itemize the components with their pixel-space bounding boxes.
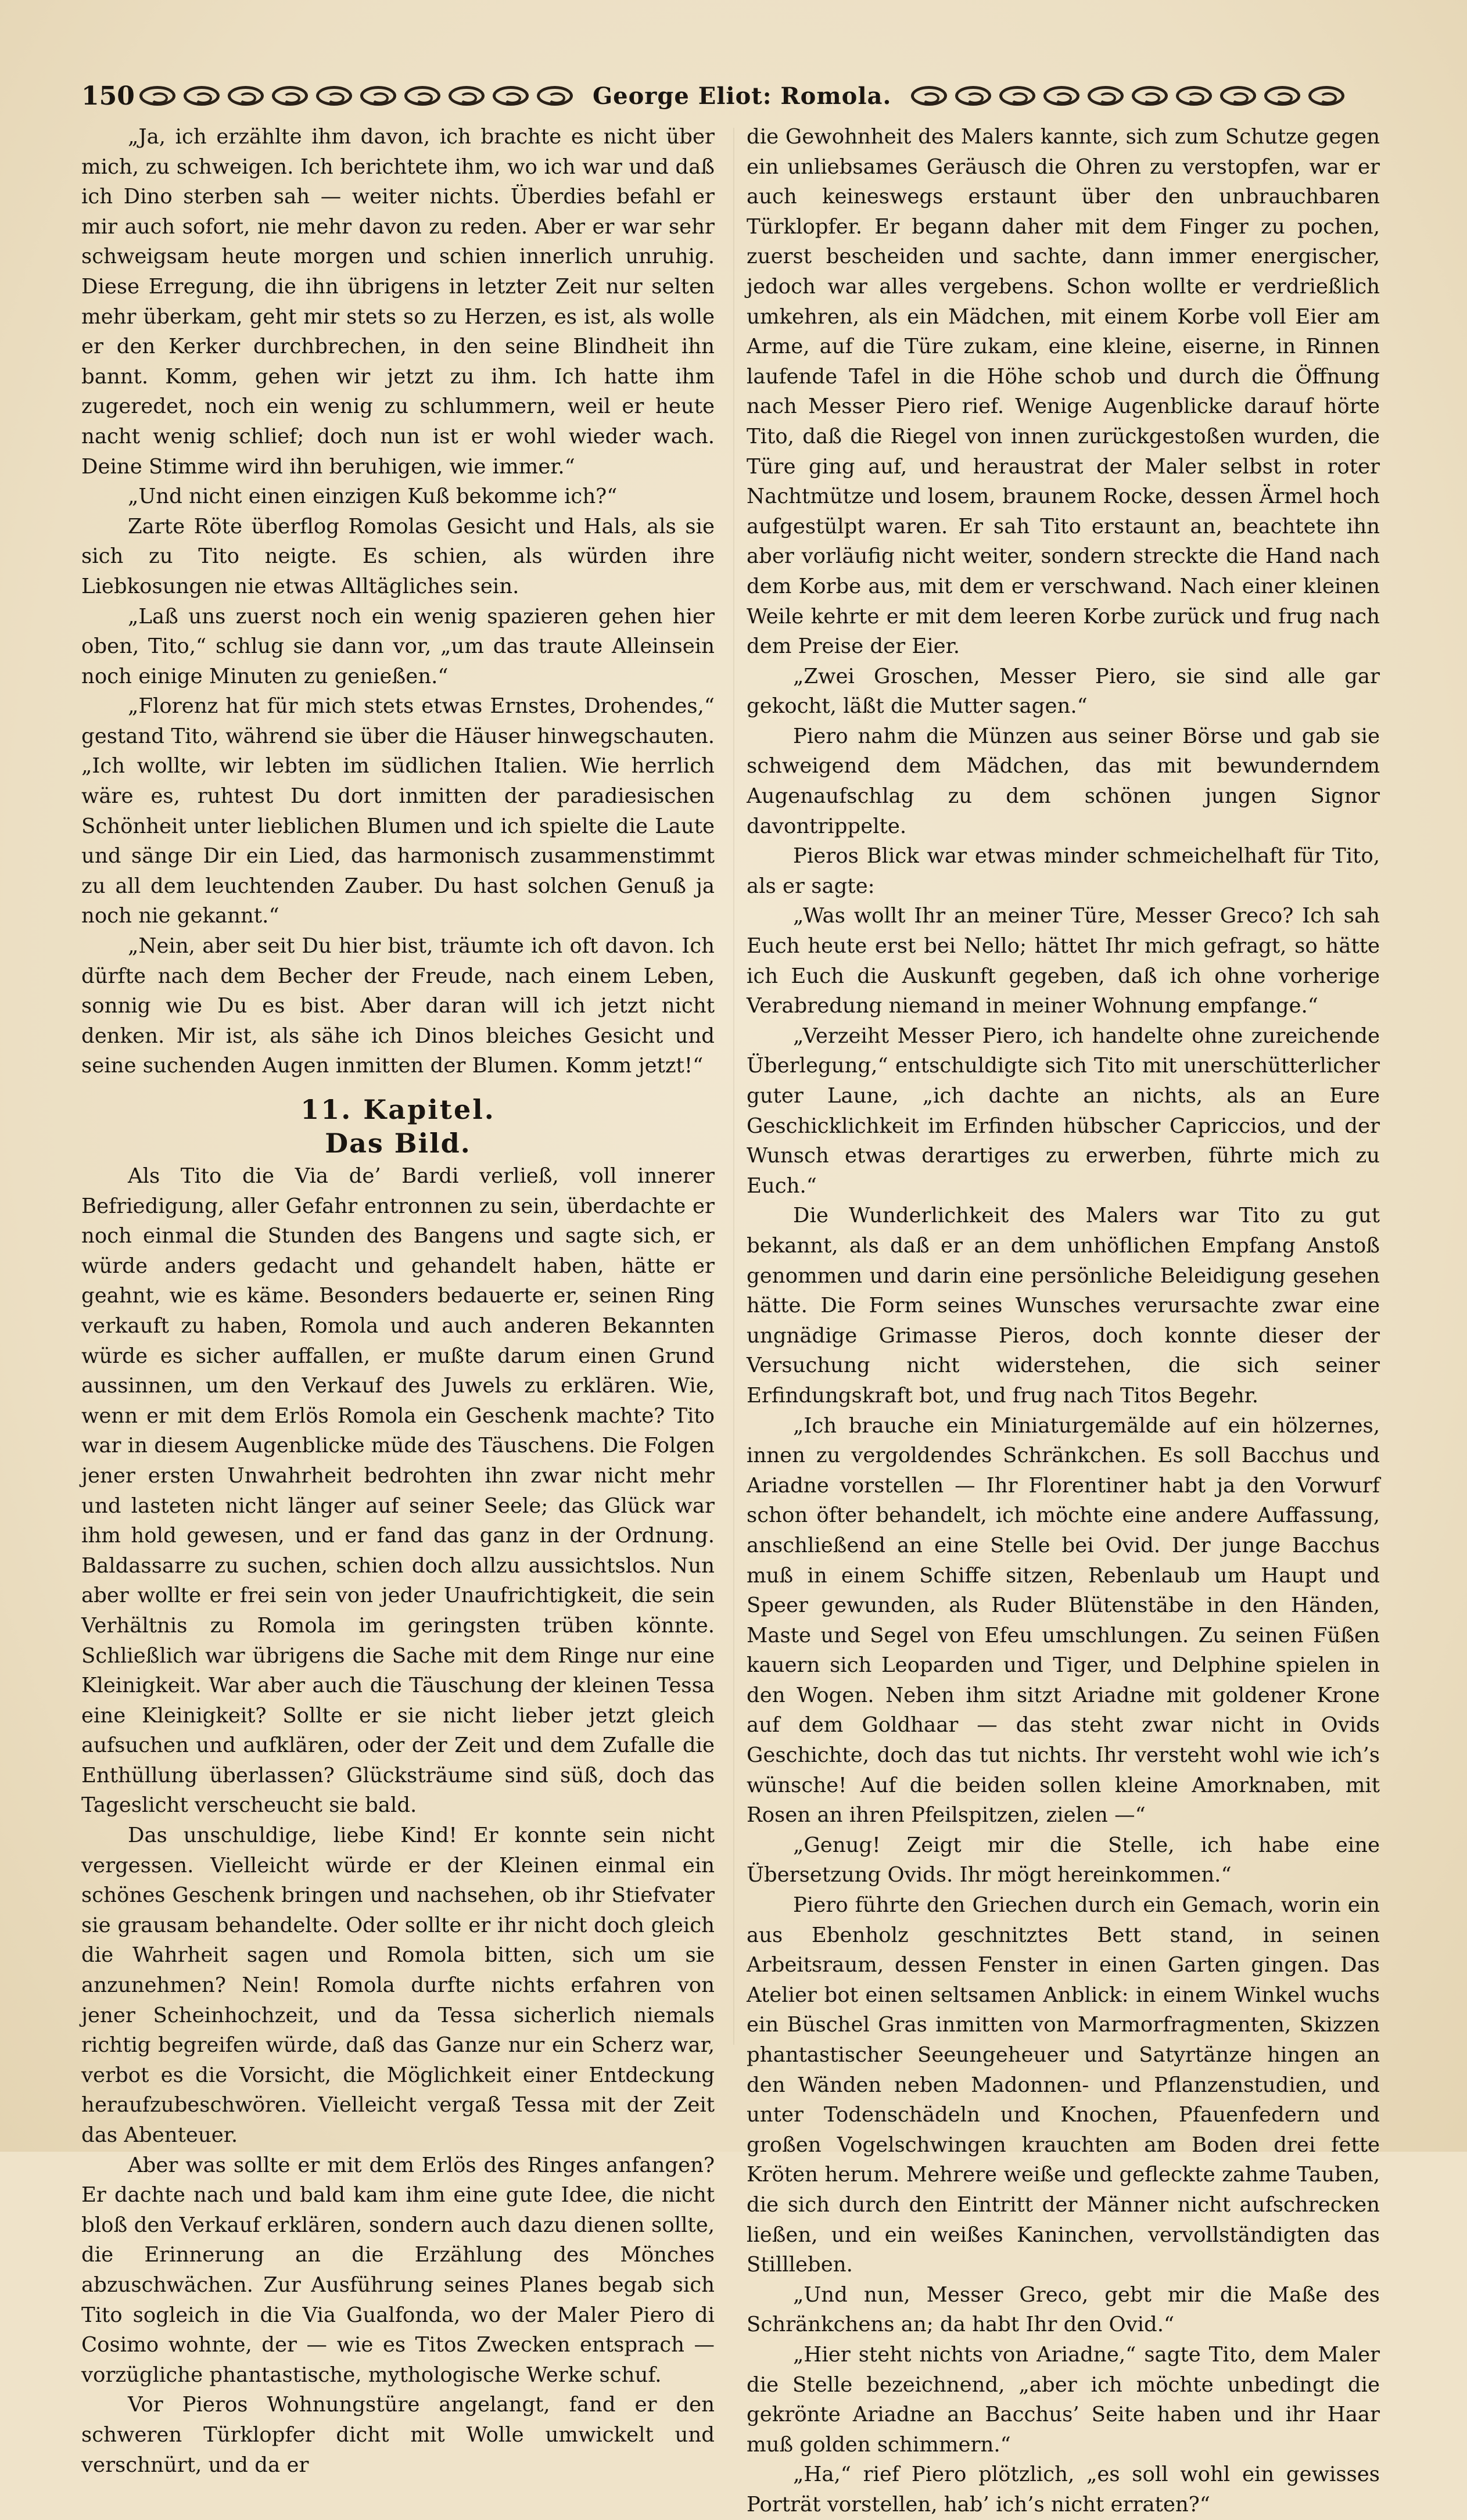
page-header [81, 76, 1389, 116]
scroll-ornament-icon [316, 86, 352, 106]
chapter-title: Das Bild. [325, 1128, 471, 1159]
paragraph: Aber was sollte er mit dem Erlös des Ringes anfangen? Er dachte nach und bald kam ihm eine gute Idee, die nicht bloß den Verkauf erklären, sondern auch dazu dienen sollte, die Erinnerung an die Erzählung des Mönches abzuschwächen. Zur Ausführung seines Planes begab sich Tito sogleich in die Via Gualfonda, wo der Maler Piero di Cosimo wohnte, der — wie es Titos Zwecken entsprach — vorzügliche phantastische, mythologische Werke schuf. [81, 2153, 715, 2387]
scroll-ornament-icon [1220, 86, 1256, 106]
left-column [81, 122, 715, 2480]
running-title: George Eliot: Romola. [593, 82, 892, 110]
ornament-row-right [911, 86, 1344, 106]
paragraph: „Verzeiht Messer Piero, ich handelte ohne zureichende Überlegung,“ entschuldigte sich Tito mit unerschütterlicher guter Laune, „ich dachte an nichts, als an Eure Geschicklichkeit im Erfinden hübscher Capriccios, und der Wunsch etwas derartiges zu erwerben, führte mich zu Euch.“ [747, 1024, 1380, 1198]
scroll-ornament-icon [139, 86, 175, 106]
scroll-ornament-icon [1176, 86, 1212, 106]
scroll-ornament-icon [1132, 86, 1168, 106]
paragraph: Piero nahm die Münzen aus seiner Börse und gab sie schweigend dem Mädchen, das mit bewunderndem Augenaufschlag zu dem schönen jungen Signor davontrippelte. [747, 724, 1380, 838]
paragraph: „Laß uns zuerst noch ein wenig spazieren gehen hier oben, Tito,“ schlug sie dann vor, „um das traute Alleinsein noch einige Minuten zu genießen.“ [81, 604, 715, 688]
right-column [747, 122, 1380, 2520]
paragraph: „Und nun, Messer Greco, gebt mir die Maße des Schränkchens an; da habt Ihr den Ovid.“ [747, 2282, 1380, 2337]
scroll-ornament-icon [493, 86, 529, 106]
column-divider [733, 128, 734, 2045]
scroll-ornament-icon [360, 86, 396, 106]
scroll-ornament-icon [1308, 86, 1344, 106]
paragraph-continued: die Gewohnheit des Malers kannte, sich zum Schutze gegen ein unliebsames Geräusch die Ohren zu verstopfen, war er auch keineswegs erstaunt über den unbrauchbaren Türklopfer. Er begann daher mit dem Finger zu pochen, zuerst bescheiden und sachte, dann immer energischer, jedoch war alles vergebens. Schon wollte er verdrießlich umkehren, als ein Mädchen, mit einem Korbe voll Eier am Arme, auf die Türe zukam, eine kleine, eiserne, in Rinnen laufende Tafel in die Höhe schob und durch die Öffnung nach Messer Piero rief. Wenige Augenblicke darauf hörte Tito, daß die Riegel von innen zurückgestoßen wurden, die Türe ging auf, und heraustrat der Maler selbst in roter Nachtmütze und losem, braunem Rocke, dessen Ärmel hoch aufgestülpt waren. Er sah Tito erstaunt an, beachtete ihn aber vorläufig nicht weiter, sondern streckte die Hand nach dem Korbe aus, mit dem er verschwand. Nach einer kleinen Weile kehrte er mit dem leeren Korbe zurück und frug nach dem Preise der Eier. [747, 125, 1380, 659]
scroll-ornament-icon [404, 86, 440, 106]
paragraph: „Nein, aber seit Du hier bist, träumte ich oft davon. Ich dürfte nach dem Becher der Freude, nach einem Leben, sonnig wie Du es bist. Aber daran will ich jetzt nicht denken. Mir ist, als sähe ich Dinos bleiches Gesicht und seine suchenden Augen inmitten der Blumen. Komm jetzt!“ [81, 934, 715, 1078]
paragraph: „Was wollt Ihr an meiner Türe, Messer Greco? Ich sah Euch heute erst bei Nello; hättet Ihr mich gefragt, so hätte ich Euch die Auskunft gegeben, daß ich ohne vorherige Verabredung niemand in meiner Wohnung empfange.“ [747, 904, 1380, 1018]
scroll-ornament-icon [1043, 86, 1079, 106]
scroll-ornament-icon [272, 86, 308, 106]
scroll-ornament-icon [1264, 86, 1300, 106]
paragraph: „Ich brauche ein Miniaturgemälde auf ein hölzernes, innen zu vergoldendes Schränkchen. Es soll Bacchus und Ariadne vorstellen — Ihr Florentiner habt ja den Vorwurf schon öfter behandelt, ich möchte eine andere Auffassung, anschließend an eine Stelle bei Ovid. Der junge Bacchus muß in einem Schiffe sitzen, Rebenlaub um Haupt und Speer gewunden, als Ruder Blütenstäbe in den Händen, Maste und Segel von Efeu umschlungen. Zu seinen Füßen kauern sich Leoparden und Tiger, und Delphine spielen in den Wogen. Neben ihm sitzt Ariadne mit goldener Krone auf dem Goldhaar — das steht zwar nicht in Ovids Geschichte, doch das tut nichts. Ihr versteht wohl wie ich’s wünsche! Auf die beiden sollen kleine Amorknaben, mit Rosen an ihren Pfeilspitzen, zielen —“ [747, 1413, 1380, 1828]
paragraph: Die Wunderlichkeit des Malers war Tito zu gut bekannt, als daß er an dem unhöflichen Empfang Anstoß genommen und darin eine persönliche Beleidigung gesehen hätte. Die Form seines Wunsches verursachte zwar eine ungnädige Grimasse Pieros, doch konnte dieser der Versuchung nicht widerstehen, die sich seiner Erfindungskraft bot, und frug nach Titos Begehr. [747, 1204, 1380, 1408]
chapter-number: 11. Kapitel. [300, 1094, 496, 1125]
paragraph: „Zwei Groschen, Messer Piero, sie sind alle gar gekocht, läßt die Mutter sagen.“ [747, 664, 1380, 719]
paragraph: „Florenz hat für mich stets etwas Ernstes, Drohendes,“ gestand Tito, während sie über die Häuser hinwegschauten. „Ich wollte, wir lebten im südlichen Italien. Wie herrlich wäre es, ruhtest Du dort inmitten der paradiesischen Schönheit unter lieblichen Blumen und ich spielte die Laute und sänge Dir ein Lied, das harmonisch zusammenstimmt zu all dem leuchtenden Zauber. Du hast solchen Genuß ja noch nie gekannt.“ [81, 694, 715, 928]
ornament-row-left [139, 86, 573, 106]
paragraph: „Genug! Zeigt mir die Stelle, ich habe eine Übersetzung Ovids. Ihr mögt hereinkommen.“ [747, 1833, 1380, 1887]
paragraph: Vor Pieros Wohnungstüre angelangt, fand er den schweren Türklopfer dicht mit Wolle umwickelt und verschnürt, und da er [81, 2393, 715, 2477]
paragraph: „Und nicht einen einzigen Kuß bekomme ich?“ [128, 484, 618, 509]
paragraph: Pieros Blick war etwas minder schmeichelhaft für Tito, als er sagte: [747, 844, 1380, 898]
page-number: 150 [81, 81, 135, 111]
scroll-ornament-icon [1088, 86, 1124, 106]
scroll-ornament-icon [999, 86, 1035, 106]
paragraph: Piero führte den Griechen durch ein Gemach, worin ein aus Ebenholz geschnitztes Bett stand, in seinen Arbeitsraum, dessen Fenster in einen Garten gingen. Das Atelier bot einen seltsamen Anblick: in einem Winkel wuchs ein Büschel Gras inmitten von Marmorfragmenten, Skizzen phantastischer Seeungeheuer und Satyrtänze hingen an den Wänden neben Madonnen- und Pflanzenstudien, und unter Todenschädeln und Knochen, Pfauenfedern und großen Vogelschwingen krauchten am Boden drei fette Kröten herum. Mehrere weiße und gefleckte zahme Tauben, die sich durch den Eintritt der Männer nicht aufschrecken ließen, und ein weißes Kaninchen, vervollständigten das Stillleben. [747, 1893, 1380, 2277]
paragraph: Als Tito die Via de’ Bardi verließ, voll innerer Befriedigung, aller Gefahr entronnen zu sein, überdachte er noch einmal die Stunden des Bangens und sagte sich, er würde anders gedacht und gehandelt haben, hätte er geahnt, wie es käme. Besonders bedauerte er, seinen Ring verkauft zu haben, Romola und auch anderen Bekannten würde es sicher auffallen, er mußte darum einen Grund aussinnen, um den Verkauf des Juwels zu erklären. Wie, wenn er mit dem Erlös Romola ein Geschenk machte? Tito war in diesem Augenblicke müde des Täuschens. Die Folgen jener ersten Unwahrheit bedrohten ihn zwar nicht mehr und lasteten nicht länger auf seiner Seele; das Glück war ihm hold gewesen, und er fand das ganz in der Ordnung. Baldassarre zu suchen, schien doch allzu aussichtslos. Nun aber wollte er frei sein von jeder Unaufrichtigkeit, die sein Verhältnis zu Romola im geringsten trüben könnte. Schließlich war übrigens die Sache mit dem Ringe nur eine Kleinigkeit. War aber auch die Täuschung der kleinen Tessa eine Kleinigkeit? Sollte er sie nicht lieber jetzt gleich aufsuchen und aufklären, oder der Zeit und dem Zufalle die Enthüllung überlassen? Glücksträume sind süß, doch das Tageslicht verscheucht sie bald. [81, 1164, 715, 1818]
paragraph: Das unschuldige, liebe Kind! Er konnte sein nicht vergessen. Vielleicht würde er der Kleinen einmal ein schönes Geschenk bringen und nachsehen, ob ihr Stiefvater sie grausam behandelte. Oder sollte er ihr nicht doch gleich die Wahrheit sagen und Romola bitten, sich um sie anzunehmen? Nein! Romola durfte nichts erfahren von jener Scheinhochzeit, und da Tessa sicherlich niemals richtig begreifen würde, daß das Ganze nur ein Scherz war, verbot es die Vorsicht, die Möglichkeit einer Entdeckung heraufzubeschwören. Vielleicht vergaß Tessa mit der Zeit das Abenteuer. [81, 1823, 715, 2147]
paragraph: „Hier steht nichts von Ariadne,“ sagte Tito, dem Maler die Stelle bezeichnend, „aber ich möchte unbedingt die gekrönte Ariadne an Bacchus’ Seite haben und ihr Haar muß golden schimmern.“ [747, 2342, 1380, 2457]
paragraph: „Ja, ich erzählte ihm davon, ich brachte es nicht über mich, zu schweigen. Ich berichtete ihm, wo ich war und daß ich Dino sterben sah — weiter nichts. Überdies befahl er mir auch sofort, nie mehr davon zu reden. Aber er war sehr schweigsam heute morgen und schien innerlich unruhig. Diese Erregung, die ihn übrigens in letzter Zeit nur selten mehr überkam, geht mir stets so zu Herzen, es ist, als wolle er den Kerker durchbrechen, in den seine Blindheit ihn bannt. Komm, gehen wir jetzt zu ihm. Ich hatte ihm zugeredet, noch ein wenig zu schlummern, weil er heute nacht wenig schlief; doch nun ist er wohl wieder wach. Deine Stimme wird ihn beruhigen, wie immer.“ [81, 125, 715, 479]
paragraph: Zarte Röte überflog Romolas Gesicht und Hals, als sie sich zu Tito neigte. Es schien, als würden ihre Liebkosungen nie etwas Alltägliches sein. [81, 514, 715, 598]
scroll-ornament-icon [955, 86, 991, 106]
scroll-ornament-icon [537, 86, 573, 106]
scroll-ornament-icon [449, 86, 485, 106]
paragraph: „Ha,“ rief Piero plötzlich, „es soll wohl ein gewisses Porträt vorstellen, hab’ ich’s nicht erraten?“ [747, 2462, 1380, 2517]
scroll-ornament-icon [228, 86, 264, 106]
scroll-ornament-icon [184, 86, 220, 106]
scroll-ornament-icon [911, 86, 947, 106]
